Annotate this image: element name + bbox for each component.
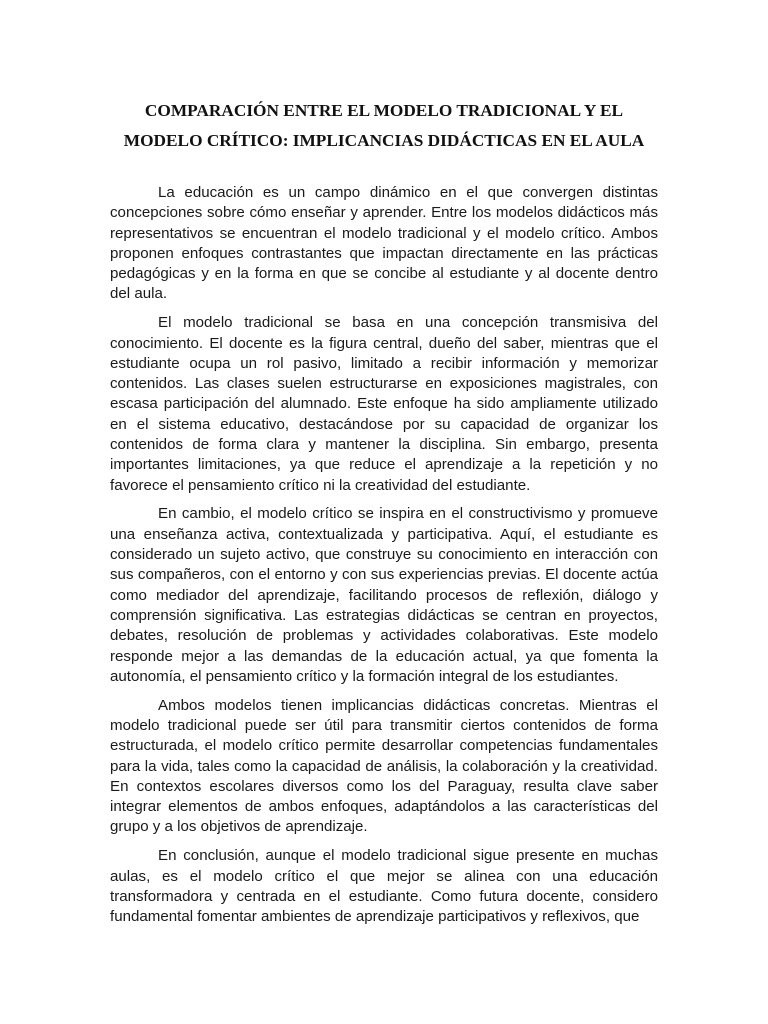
document-title: [100, 96, 668, 156]
paragraph-introduction: La educación es un campo dinámico en el que convergen distintas concepciones sobre cómo enseñar y aprender. Entre los modelos didácticos más representativos se encuentran el modelo tradicional y el modelo crítico. Ambos proponen enfoques contrastantes que impactan directamente en las prácticas pedagógicas y en la forma en que se concibe al estudiante y al docente dentro del aula.: [110, 184, 658, 303]
title-line-2: MODELO CRÍTICO: IMPLICANCIAS DIDÁCTICAS EN EL AULA: [123, 131, 645, 150]
paragraph-implications: Ambos modelos tienen implicancias didácticas concretas. Mientras el modelo tradicional puede ser útil para transmitir ciertos contenidos de forma estructurada, el modelo crítico permite desarrollar competencias fundamentales para la vida, tales como la capacidad de análisis, la colaboración y la creatividad. En contextos escolares diversos como los del Paraguay, resulta clave saber integrar elementos de ambos enfoques, adaptándolos a las características del grupo y a los objetivos de aprendizaje.: [110, 696, 658, 836]
paragraph-critical-model: En cambio, el modelo crítico se inspira en el constructivismo y promueve una enseñanza activa, contextualizada y participativa. Aquí, el estudiante es considerado un sujeto activo, que construye su conocimiento en interacción con sus compañeros, con el entorno y con sus experiencias previas. El docente actúa como mediador del aprendizaje, facilitando procesos de reflexión, diálogo y comprensión significativa. Las estrategias didácticas se centran en proyectos, debates, resolución de problemas y actividades colaborativas. Este modelo responde mejor a las demandas de la educación actual, ya que fomenta la autonomía, el pensamiento crítico y la formación integral de los estudiantes.: [110, 505, 658, 685]
paragraph-traditional-model: El modelo tradicional se basa en una concepción transmisiva del conocimiento. El docente es la figura central, dueño del saber, mientras que el estudiante ocupa un rol pasivo, limitado a recibir información y memorizar contenidos. Las clases suelen estructurarse en exposiciones magistrales, con escasa participación del alumnado. Este enfoque ha sido ampliamente utilizado en el sistema educativo, destacándose por su capacidad de organizar los contenidos de forma clara y mantener la disciplina. Sin embargo, presenta importantes limitaciones, ya que reduce el aprendizaje a la repetición y no favorece el pensamiento crítico ni la creatividad del estudiante.: [110, 314, 658, 494]
document-body: [110, 183, 658, 936]
paragraph-conclusion: En conclusión, aunque el modelo tradicional sigue presente en muchas aulas, es el modelo crítico el que mejor se alinea con una educación transformadora y centrada en el estudiante. Como futura docente, considero fundamental fomentar ambientes de aprendizaje participativos y reflexivos, que: [110, 847, 658, 926]
title-line-1: COMPARACIÓN ENTRE EL MODELO TRADICIONAL Y EL: [144, 101, 624, 120]
